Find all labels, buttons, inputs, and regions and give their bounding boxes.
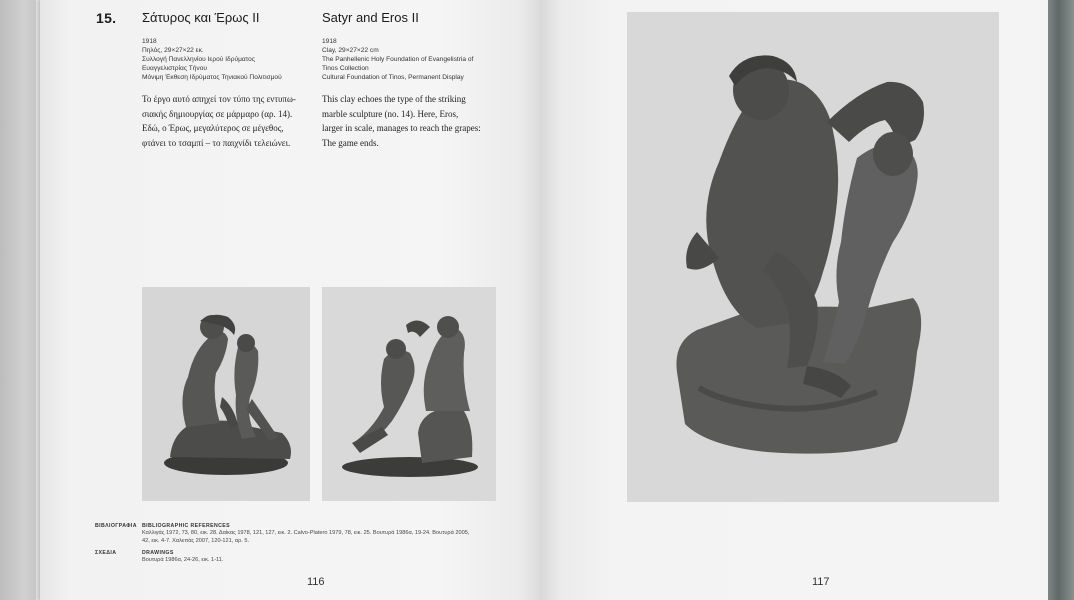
text-line: This clay echoes the type of the striking [322, 94, 466, 104]
meta-line: 1918 [322, 38, 337, 45]
title-english: Satyr and Eros II [322, 10, 419, 25]
text-line: Το έργο αυτό απηχεί τον τύπο της εντυπω- [142, 94, 296, 104]
entry-number: 15. [96, 10, 117, 26]
metadata-english [322, 37, 497, 82]
text-line: σιακής δημιουργίας σε μάρμαρο (αρ. 14). [142, 108, 293, 119]
meta-line: Cultural Foundation of Tinos, Permanent Display [322, 74, 464, 81]
bibliography-label: ΒΙΒΛΙΟΓΡΑΦΙΑ [95, 523, 137, 529]
meta-line: Πηλός, 29×27×22 εκ. [142, 47, 204, 54]
meta-line: Ευαγγελιστρίας Τήνου [142, 65, 207, 72]
reference-line: Καλλιγάς 1972, 73, 80, εικ. 28. Δαίκας 1978, 121, 127, εικ. 2. Calvo-Platero 1979, 78, εικ. 25. Βουτυρά 1986α, 19-24. Βουτυρά 2005, [142, 530, 470, 536]
sculpture-photo-back [322, 287, 496, 501]
text-line: larger in scale, manages to reach the grapes: [322, 123, 481, 133]
page-number-right: 117 [812, 576, 830, 588]
meta-line: Συλλογή Πανελληνίου Ιερού Ιδρύματος [142, 56, 256, 63]
text-line: Εδώ, ο Έρως, μεγαλύτερος σε μέγεθος, [142, 123, 284, 133]
sculpture-photo-main [627, 12, 999, 502]
text-line: The game ends. [322, 137, 379, 148]
page-number-left: 116 [307, 576, 325, 588]
bibliography-text [142, 530, 502, 545]
title-greek: Σάτυρος και Έρως ΙΙ [142, 10, 260, 25]
description-english [322, 92, 492, 150]
meta-line: Clay, 29×27×22 cm [322, 47, 379, 54]
description-greek [142, 92, 312, 150]
meta-line: The Panhellenic Holy Foundation of Evangelistria of [322, 56, 474, 63]
book-edge-left [0, 0, 40, 600]
bibliography-heading: BIBLIOGRAPHIC REFERENCES [142, 523, 230, 529]
text-line: marble sculpture (no. 14). Here, Eros, [322, 108, 459, 119]
sculpture-photo-front [142, 287, 310, 501]
meta-line: 1918 [142, 38, 157, 45]
reference-line: Βουτυρά 1986α, 24-26, εικ. 1-11. [142, 557, 224, 563]
metadata-greek [142, 37, 317, 82]
drawings-label: ΣΧΕΔΙΑ [95, 550, 117, 556]
meta-line: Μόνιμη Έκθεση Ιδρύματος Τηνιακού Πολιτισμού [142, 74, 282, 81]
drawings-text [142, 557, 502, 565]
reference-line: 42, εικ. 4-7. Χαλεπάς 2007, 120-121, αρ. 5. [142, 537, 250, 544]
meta-line: Tinos Collection [322, 65, 369, 72]
drawings-heading: DRAWINGS [142, 550, 174, 556]
text-line: φτάνει το τσαμπί – το παιχνίδι τελειώνει. [142, 137, 291, 148]
book-cover-edge [1048, 0, 1074, 600]
